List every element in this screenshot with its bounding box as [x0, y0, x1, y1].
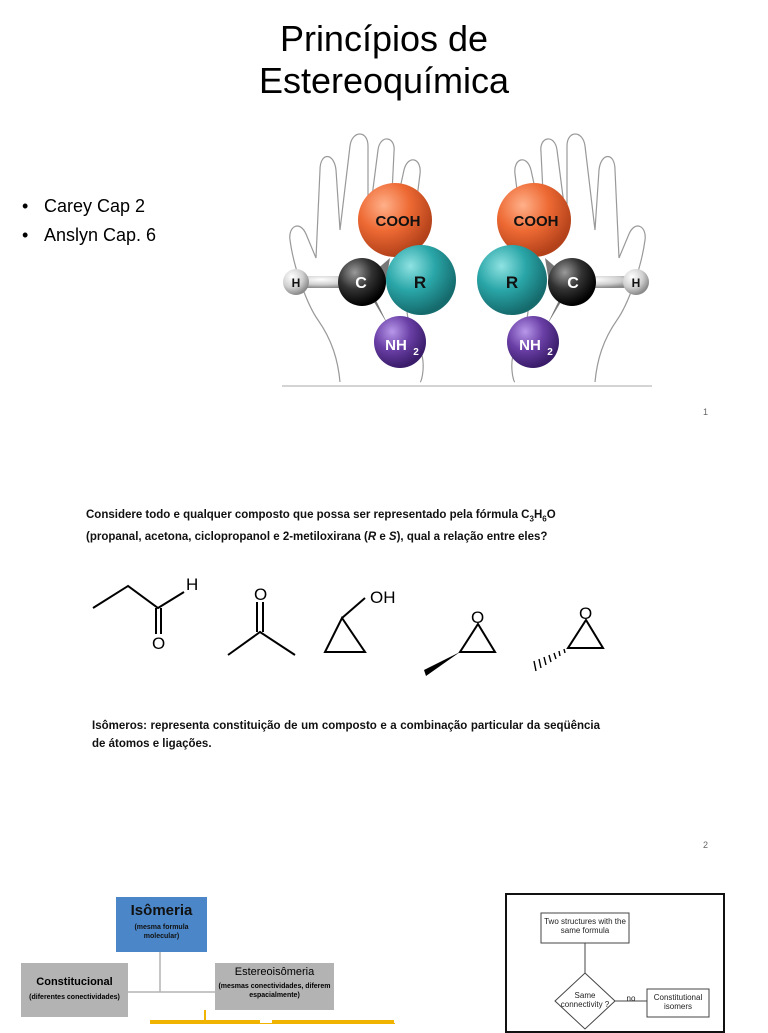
hash-bond: [534, 648, 568, 671]
flowchart-panel: [505, 893, 725, 1033]
question-part: R: [367, 531, 377, 544]
cooh-label: COOH: [375, 213, 421, 230]
subscript: 6: [542, 514, 547, 524]
list-item: • Anslyn Cap. 6: [22, 225, 157, 245]
constitucional-title: Constitucional: [36, 976, 113, 988]
question-part: H: [533, 509, 543, 521]
estereoisomeria-subtitle: (mesmas conectividades, diferem espacialmente): [218, 983, 331, 999]
flowchart-no-label: no: [626, 994, 636, 1003]
isomeria-title: Isômeria: [130, 902, 193, 919]
label-o: O: [254, 585, 268, 604]
label-o: O: [471, 608, 485, 627]
flowchart-result-text: Constitutional isomers: [653, 993, 703, 1011]
subscript-2: 2: [547, 347, 553, 358]
constitucional-box: [21, 963, 128, 1017]
page-number: 1: [703, 407, 709, 417]
page-number: 2: [703, 840, 709, 850]
constitucional-subtitle: (diferentes conectividades): [29, 994, 120, 1001]
isomeria-subtitle: (mesma formula molecular): [134, 924, 189, 940]
right-molecule: [477, 183, 649, 368]
list-item: • Carey Cap 2: [22, 196, 146, 216]
estereoisomeria-box: [215, 963, 334, 1010]
question-text: [86, 506, 646, 546]
nh-label: NH: [519, 337, 541, 354]
isomer-definition: Isômeros: representa constituição de um composto e a combinação particular da seqüência de átomos e ligações.: [92, 720, 600, 750]
label-oh: OH: [370, 588, 396, 607]
propanal-structure: [93, 586, 184, 608]
question-part: e: [376, 531, 389, 544]
question-part: S: [388, 531, 397, 544]
left-molecule: [283, 183, 456, 368]
r-label: R: [413, 273, 427, 292]
label-h: H: [186, 575, 199, 594]
estereoisomeria-title: Estereoisômeria: [234, 966, 315, 978]
question-part: Considere todo e qualquer composto que possa ser representado pela fórmula C: [86, 509, 530, 521]
isomeria-box: [116, 897, 207, 952]
list-item-label: Anslyn Cap. 6: [44, 225, 157, 245]
question-part: O: [546, 509, 556, 521]
label-o: O: [152, 634, 166, 653]
h-label: H: [631, 276, 641, 290]
chirality-hands-figure: [280, 130, 655, 390]
slide-title: [0, 18, 768, 102]
question-part: (propanal, acetona, ciclopropanol e 2-metiloxirana (: [86, 531, 368, 544]
subscript: 3: [529, 514, 534, 524]
question-part: ), qual a relação entre eles?: [396, 531, 548, 544]
cyclopropanol-structure: [325, 618, 365, 652]
subscript-2: 2: [413, 347, 419, 358]
wedge-bond: [424, 652, 460, 676]
flowchart-decision-text: Same connectivity ?: [560, 991, 610, 1009]
cooh-label: COOH: [513, 213, 559, 230]
c-label: C: [355, 275, 367, 292]
nh-label: NH: [385, 337, 407, 354]
h-label: H: [291, 276, 301, 290]
c-label: C: [567, 275, 579, 292]
acetone-structure: [228, 632, 295, 655]
flowchart-start-text: Two structures with the same formula: [544, 917, 626, 935]
list-item-label: Carey Cap 2: [44, 196, 146, 216]
label-o: O: [579, 604, 593, 623]
r-label: R: [505, 273, 519, 292]
title-line-1: Princípios de: [279, 18, 489, 59]
title-line-2: Estereoquímica: [258, 60, 510, 101]
methyloxirane-s-structure: [568, 620, 603, 648]
reference-list: [22, 195, 156, 253]
methyloxirane-r-structure: [460, 624, 495, 652]
structures-figure: [80, 570, 620, 680]
